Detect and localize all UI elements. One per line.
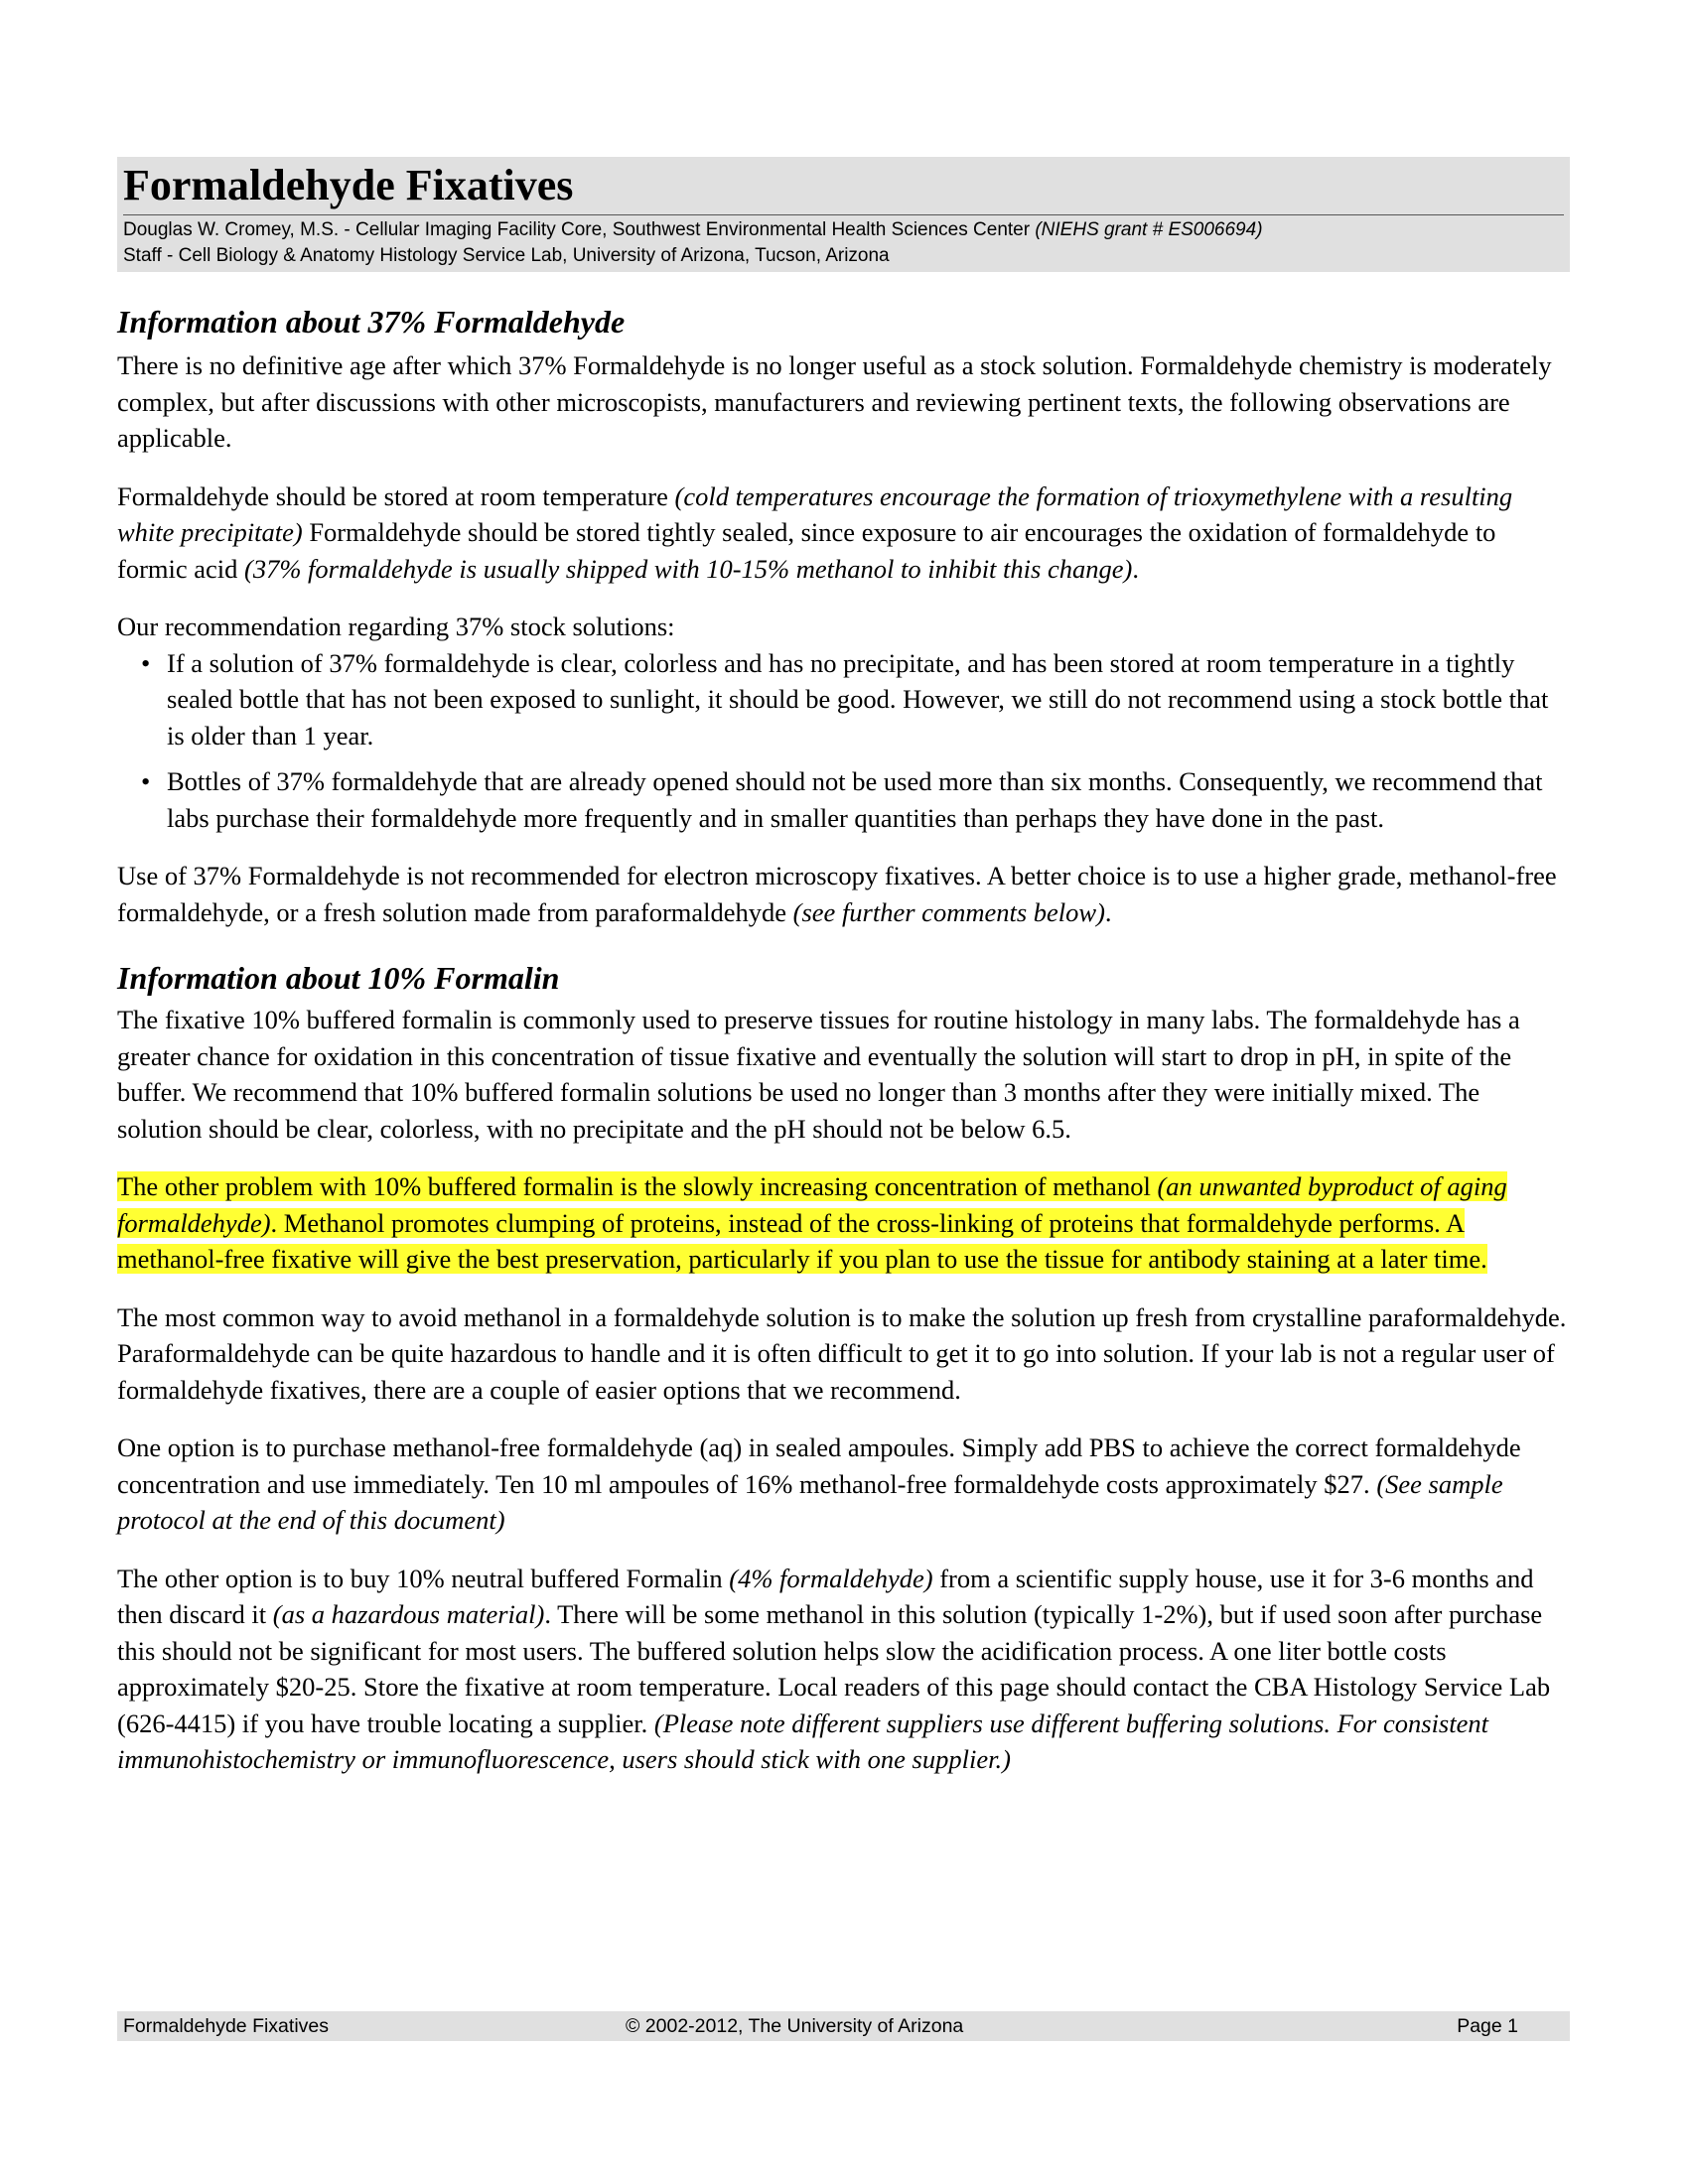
paragraph: Formaldehyde should be stored at room temperature (cold temperatures encourage the formation of trioxymethylene with a resulting white precipitate) Formaldehyde should be stored tightly sealed, since exposure to air encourages the oxidation of formaldehyde to formic acid (37% formaldehyde is usually shipped with 10-15% methanol to inhibit this change). — [117, 480, 1513, 584]
list-item: • If a solution of 37% formaldehyde is clear, colorless and has no precipitate, and has been stored at room temperature in a tightly sealed bottle that has not been exposed to sunlight, it should be good. However, we still do not recommend using a stock bottle that is older than 1 year. — [117, 645, 1570, 754]
footer-title: Formaldehyde Fixatives — [123, 2015, 329, 2037]
author-line-main: Douglas W. Cromey, M.S. - Cellular Imaging Facility Core, Southwest Environmental Health Sciences Center — [123, 219, 1036, 240]
paragraph: Our recommendation regarding 37% stock solutions: — [117, 612, 675, 641]
bullet-icon: • — [141, 766, 151, 796]
paragraph: There is no definitive age after which 37% Formaldehyde is no longer useful as a stock solution. Formaldehyde chemistry is moderately complex, but after discussions with other microscopists, manufacturers and reviewing pertinent texts, the following observations are applicable. — [117, 350, 1552, 453]
list-item: • Bottles of 37% formaldehyde that are already opened should not be used more than six months. Consequently, we recommend that labs purchase their formaldehyde more frequently and in smaller quantities than perhaps they have done in the past. — [117, 763, 1570, 836]
document-page — [117, 157, 1570, 1778]
recommendation-list — [117, 645, 1570, 837]
page-number: Page 1 — [1457, 2015, 1518, 2037]
paragraph: The other option is to buy 10% neutral buffered Formalin (4% formaldehyde) from a scientific supply house, use it for 3-6 months and then discard it (as a hazardous material). There will be some methanol in this solution (typically 1-2%), but if used soon after purchase this should not be significant for most users. The buffered solution helps slow the acidification process. A one liter bottle costs approximately $20-25. Store the fixative at room temperature. Local readers of this page should contact the CBA Histology Service Lab (626-4415) if you have trouble locating a supplier. (Please note different suppliers use different buffering solutions. For consistent immunohistochemistry or immunofluorescence, users should stick with one supplier.) — [117, 1563, 1551, 1774]
grant-number: (NIEHS grant # ES006694) — [1035, 219, 1263, 240]
staff-line: Staff - Cell Biology & Anatomy Histology Service Lab, University of Arizona, Tucson, Arizona — [123, 245, 890, 266]
footer-copyright: © 2002-2012, The University of Arizona — [626, 2015, 964, 2037]
page-title: Formaldehyde Fixatives — [123, 161, 574, 209]
document-header — [117, 157, 1570, 272]
paragraph: The most common way to avoid methanol in a formaldehyde solution is to make the solution up fresh from crystalline paraformaldehyde. Paraformaldehyde can be quite hazardous to handle and it is often difficult to get it to go into solution. If your lab is not a regular user of formaldehyde fixatives, there are a couple of easier options that we recommend. — [117, 1301, 1567, 1405]
page-footer — [117, 2011, 1570, 2041]
section-heading-10-formalin: Information about 10% Formalin — [117, 960, 560, 996]
paragraph: The fixative 10% buffered formalin is commonly used to preserve tissues for routine histology in many labs. The formaldehyde has a greater chance for oxidation in this concentration of tissue fixative and eventually the solution will start to drop in pH, in spite of the buffer. We recommend that 10% buffered formalin solutions be used no longer than 3 months after they were initially mixed. The solution should be clear, colorless, with no precipitate and the pH should not be below 6.5. — [117, 1005, 1520, 1144]
paragraph: Use of 37% Formaldehyde is not recommended for electron microscopy fixatives. A better choice is to use a higher grade, methanol-free formaldehyde, or a fresh solution made from paraformaldehyde (see further comments below). — [117, 861, 1557, 927]
bullet-icon: • — [141, 647, 151, 678]
author-line — [123, 217, 1564, 243]
author-info — [123, 215, 1564, 272]
section-heading-37-formaldehyde: Information about 37% Formaldehyde — [117, 304, 626, 340]
paragraph: One option is to purchase methanol-free formaldehyde (aq) in sealed ampoules. Simply add PBS to achieve the correct formaldehyde concentration and use immediately. Ten 10 ml ampoules of 16% methanol-free formaldehyde costs approximately $27. (See sample protocol at the end of this document) — [117, 1433, 1521, 1535]
highlighted-paragraph: The other problem with 10% buffered formalin is the slowly increasing concentration of methanol (an unwanted byproduct of aging formaldehyde). Methanol promotes clumping of proteins, instead of the cross-linking of proteins that formaldehyde performs. A methanol-free fixative will give the best preservation, particularly if you plan to use the tissue for antibody staining at a later time. — [117, 1171, 1507, 1274]
